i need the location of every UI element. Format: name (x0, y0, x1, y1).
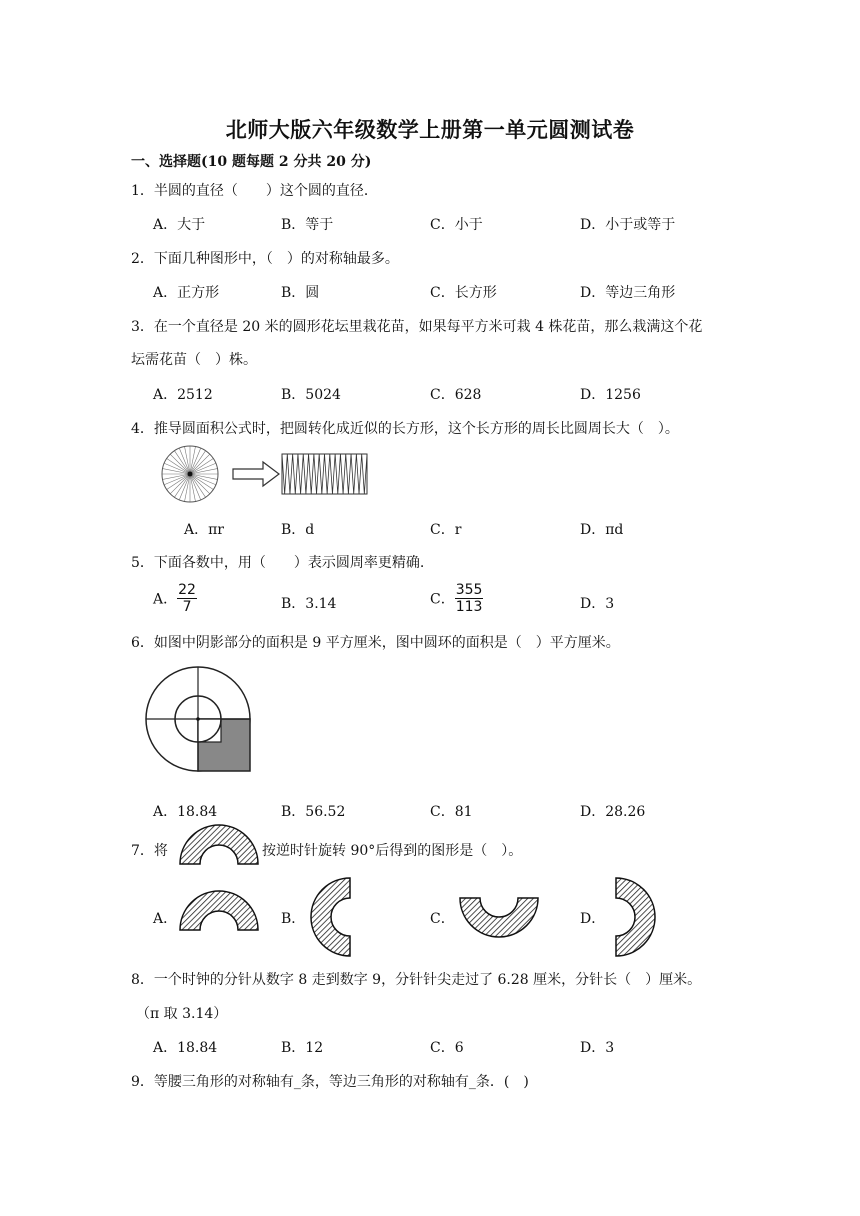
q4-option-a: A．πr (184, 522, 225, 538)
arrow-right-icon (233, 462, 279, 486)
q3-option-c: C．628 (430, 387, 482, 403)
q7-option-b-figure (308, 876, 354, 958)
q2-option-b: B．圆 (281, 285, 320, 301)
q1-option-a: A．大于 (153, 217, 206, 233)
question-1: 1．半圆的直径（ ）这个圆的直径． (131, 183, 378, 199)
q7-option-c: C． (430, 911, 455, 927)
q5-option-d: D．3 (580, 596, 615, 612)
question-5: 5．下面各数中，用（ ）表示圆周率更精确. (131, 555, 425, 571)
q1-option-d: D．小于或等于 (580, 217, 676, 233)
q1-option-b: B．等于 (281, 217, 334, 233)
q8-option-c: C．6 (430, 1040, 464, 1056)
q7-option-d-figure (612, 876, 658, 958)
section-heading: 一、选择题(10 题每题 2 分共 20 分) (131, 154, 372, 170)
question-8-line-1: 8．一个时钟的分针从数字 8 走到数字 9，分针针尖走过了 6.28 厘米，分针长（ ）厘米。 (131, 972, 702, 988)
fraction-numerator: 355 (455, 582, 483, 598)
question-7-lead: 7．将 (131, 843, 168, 859)
question-6: 6．如图中阴影部分的面积是 9 平方厘米，图中圆环的面积是（ ）平方厘米。 (131, 635, 620, 651)
q4-option-d: D．πd (580, 522, 624, 538)
q1-option-c: C．小于 (430, 217, 483, 233)
q7-option-b: B． (281, 911, 306, 927)
q2-option-a: A．正方形 (153, 285, 220, 301)
q7-option-d: D． (580, 911, 606, 927)
question-7-text: 按逆时针旋转 90°后得到的图形是（ ）。 (262, 843, 523, 859)
q6-option-c: C．81 (430, 804, 473, 820)
q6-option-d: D．28.26 (580, 804, 646, 820)
fraction-numerator: 22 (178, 582, 196, 598)
q8-option-b: B．12 (281, 1040, 324, 1056)
q5-option-c-label: C． (430, 591, 455, 608)
q4-option-c: C．r (430, 522, 462, 538)
q7-option-c-figure (458, 894, 540, 940)
question-9: 9．等腰三角形的对称轴有_条，等边三角形的对称轴有_条．( ) (131, 1074, 529, 1090)
question-3-line-1: 3．在一个直径是 20 米的圆形花坛里栽花苗，如果每平方米可栽 4 株花苗，那么栽满这个花 (131, 319, 703, 335)
q8-option-d: D．3 (580, 1040, 615, 1056)
fraction-denominator: 7 (182, 599, 192, 615)
q3-option-b: B．5024 (281, 387, 341, 403)
half-ring-figure (178, 822, 260, 868)
q5-option-a (153, 582, 197, 615)
q5-fraction-355-113 (455, 582, 484, 615)
q7-option-a-figure (178, 888, 260, 934)
q2-option-d: D．等边三角形 (580, 285, 676, 301)
circle-to-rectangle-figure (155, 442, 370, 508)
q8-option-a: A．18.84 (153, 1040, 218, 1056)
q5-option-c (430, 582, 483, 615)
question-3-line-2: 坛需花苗（ ）株。 (131, 352, 257, 368)
q3-option-a: A．2512 (153, 387, 213, 403)
q4-option-b: B．d (281, 522, 315, 538)
q5-fraction-22-7 (177, 582, 197, 615)
q5-option-b: B．3.14 (281, 596, 337, 612)
q7-option-a: A． (153, 911, 178, 927)
q3-option-d: D．1256 (580, 387, 641, 403)
fraction-denominator: 113 (455, 599, 483, 615)
question-4: 4．推导圆面积公式时，把圆转化成近似的长方形，这个长方形的周长比圆周长大（ ）。 (131, 421, 679, 437)
page-title: 北师大版六年级数学上册第一单元圆测试卷 (225, 117, 635, 142)
q6-option-b: B．56.52 (281, 804, 346, 820)
q2-option-c: C．长方形 (430, 285, 497, 301)
annulus-figure (143, 664, 255, 776)
question-2: 2．下面几种图形中，（ ）的对称轴最多。 (131, 251, 399, 267)
question-8-line-2: （π 取 3.14） (136, 1006, 228, 1022)
q5-option-a-label: A． (153, 591, 178, 608)
q6-option-a: A．18.84 (153, 804, 218, 820)
